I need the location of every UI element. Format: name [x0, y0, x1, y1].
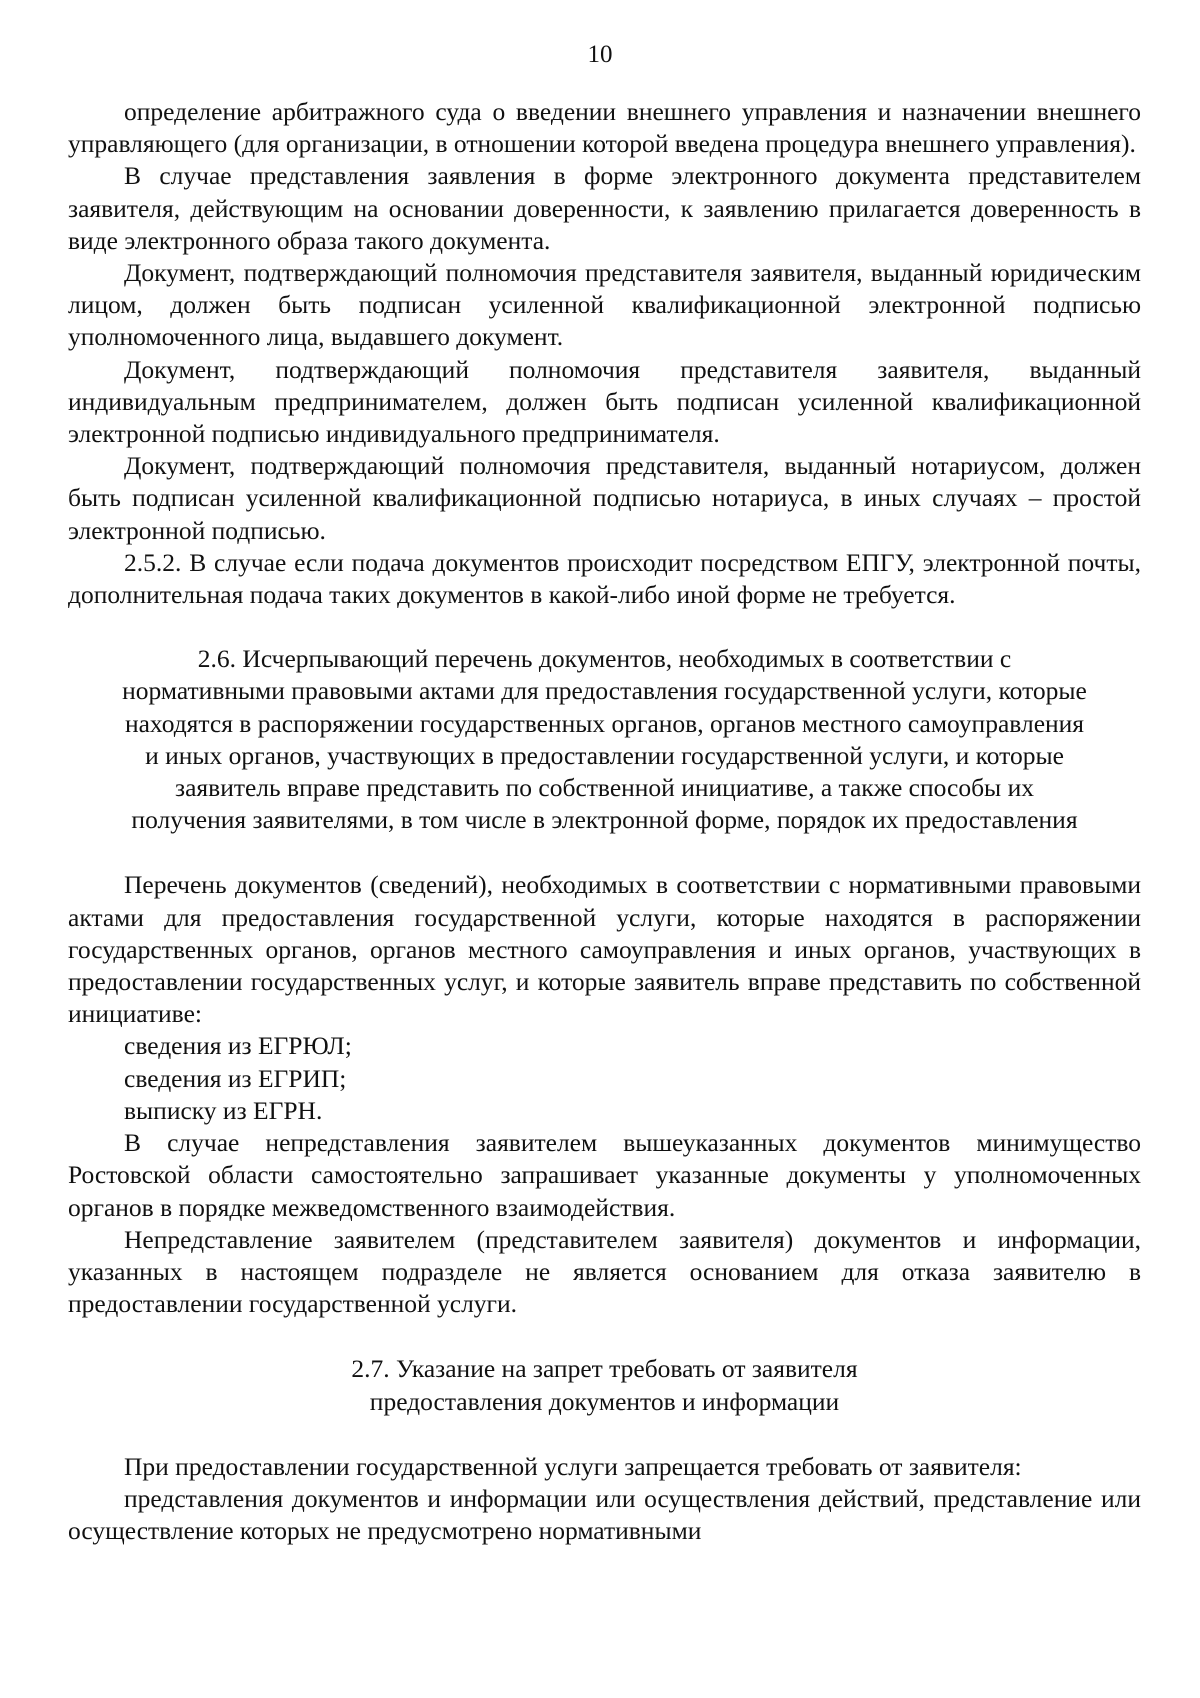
- heading-line: 2.6. Исчерпывающий перечень документов, необходимых в соответствии с: [197, 644, 1012, 674]
- paragraph: Документ, подтверждающий полномочия представителя заявителя, выданный юридическим лицом, должен быть подписан усиленной квалификационной электронной подписью уполномоченного лица, выдавшего документ.: [68, 258, 1141, 352]
- paragraph-2-5-2: 2.5.2. В случае если подача документов происходит посредством ЕПГУ, электронной почты, дополнительная подача таких документов в какой-либо иной форме не требуется.: [68, 547, 1141, 610]
- paragraph: Документ, подтверждающий полномочия представителя заявителя, выданный индивидуальным предпринимателем, должен быть подписан усиленной квалификационной электронной подписью индивидуального предпринимателя.: [68, 354, 1141, 449]
- heading-line: нормативными правовыми актами для предоставления государственной услуги, которые: [122, 676, 1087, 706]
- paragraph: Документ, подтверждающий полномочия представителя, выданный нотариусом, должен быть подписан усиленной квалификационной подписью нотариуса, в иных случаях – простой электронной подписью.: [68, 451, 1141, 545]
- paragraph: определение арбитражного суда о введении внешнего управления и назначении внешнего управляющего (для организации, в отношении которой введена процедура внешнего управления).: [68, 97, 1141, 159]
- spacer: [68, 1320, 1141, 1353]
- heading-line: заявитель вправе представить по собственной инициативе, а также способы их: [175, 773, 1034, 803]
- paragraph: В случае представления заявления в форме электронного документа представителем заявителя, действующим на основании доверенности, к заявлению прилагается доверенность в виде электронного образа такого документа.: [68, 161, 1141, 255]
- paragraph: представления документов и информации или осуществления действий, представление или осуществление которых не предусмотрено нормативными: [68, 1483, 1141, 1546]
- heading-line: находятся в распоряжении государственных органов, органов местного самоуправления: [124, 708, 1085, 738]
- list-item: сведения из ЕГРИП;: [124, 1063, 347, 1093]
- heading-line: получения заявителями, в том числе в электронной форме, порядок их предоставления: [131, 805, 1078, 835]
- heading-line: 2.7. Указание на запрет требовать от заявителя: [351, 1354, 858, 1384]
- paragraph: В случае непредставления заявителем вышеуказанных документов минимущество Ростовской области самостоятельно запрашивает указанные документы у уполномоченных органов в порядке межведомственного взаимодействия.: [68, 1128, 1141, 1222]
- spacer: [68, 1418, 1141, 1451]
- paragraph: Перечень документов (сведений), необходимых в соответствии с нормативными правовыми актами для предоставления государственной услуги, которые находятся в распоряжении государственных органов, органов местного самоуправления и иных органов, участвующих в предоставлении государственных услуг, и которые заявитель вправе представить по собственной инициативе:: [68, 870, 1141, 1029]
- document-body: [68, 96, 1141, 1547]
- spacer: [68, 836, 1141, 869]
- paragraph: При предоставлении государственной услуги запрещается требовать от заявителя:: [124, 1451, 1022, 1481]
- heading-line: и иных органов, участвующих в предоставлении государственной услуги, и которые: [145, 740, 1064, 770]
- page-number: 10: [587, 41, 613, 68]
- paragraph: Непредставление заявителем (представителем заявителя) документов и информации, указанных в настоящем подразделе не является основанием для отказа заявителю в предоставлении государственной услуги.: [68, 1224, 1141, 1319]
- section-heading-2-6: [68, 643, 1141, 836]
- section-heading-2-7: [68, 1353, 1141, 1417]
- spacer: [68, 611, 1141, 643]
- list-item: выписку из ЕГРН.: [124, 1095, 323, 1125]
- list-item: сведения из ЕГРЮЛ;: [124, 1031, 352, 1061]
- heading-line: предоставления документов и информации: [369, 1386, 840, 1416]
